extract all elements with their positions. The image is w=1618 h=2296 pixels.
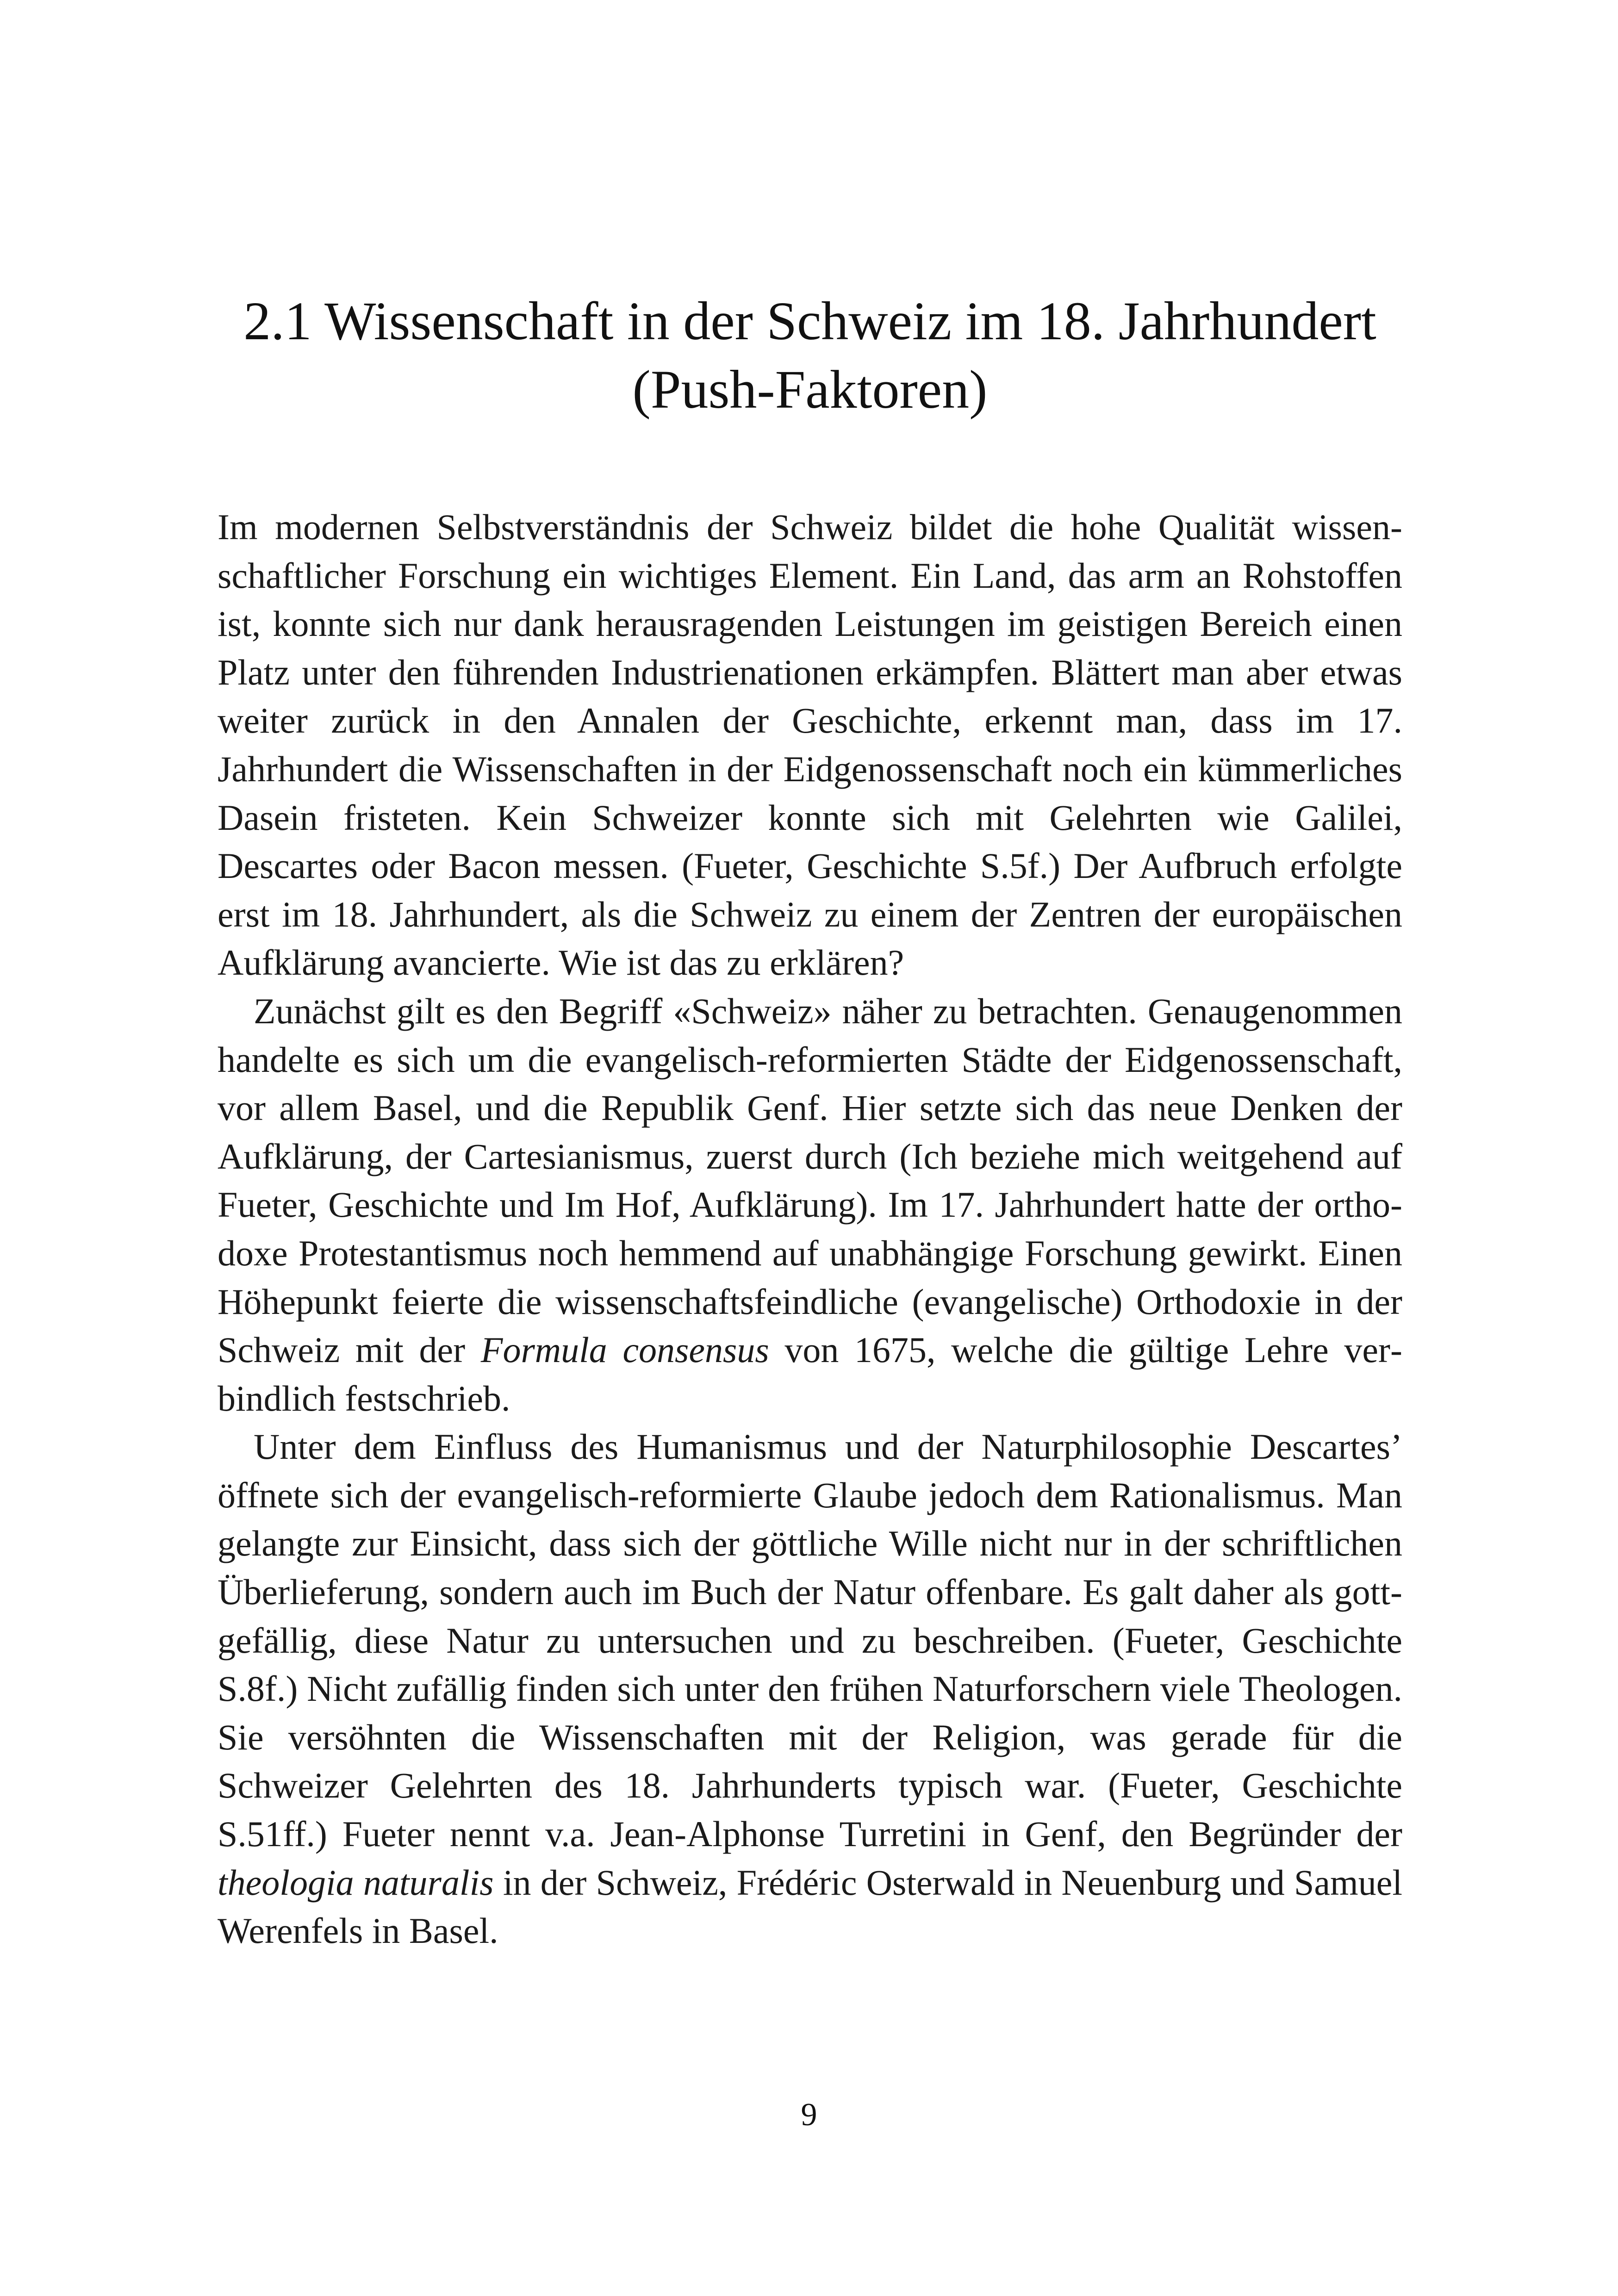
paragraph-1 xyxy=(218,503,1402,987)
paragraph-3-italic-term: theologia naturalis xyxy=(218,1862,494,1903)
paragraph-2-italic-term: Formula consensus xyxy=(480,1330,769,1370)
section-heading-line-2: (Push-Faktoren) xyxy=(632,359,988,420)
paragraph-3 xyxy=(218,1423,1402,1955)
paragraph-3-text-b: in der Schweiz, Frédéric Osterwald in Neuenburg und Samuel Werenfels in Basel. xyxy=(218,1862,1403,1951)
page-number: 9 xyxy=(801,2097,817,2133)
paragraph-3-text-a: Unter dem Einfluss des Humanismus und der Naturphilosophie Descartes’ öffnete sich der evangelisch-reformierte Glaube jedoch dem Rationalismus. Man gelangte zur Einsicht, dass sich der göttliche Wille nicht nur in der schriftlichen Überlieferung, sondern auch im Buch der Natur offenbare. Es galt daher als gottgefällig, diese Natur zu untersuchen und zu beschreiben. (Fueter, Geschichte S.8f.) Nicht zufällig finden sich unter den frühen Naturforschern viele Theologen. Sie versöhnten die Wissenschaften mit der Religion, was gerade für die Schweizer Gelehrten des 18. Jahrhunderts typisch war. (Fueter, Geschichte S.51ff.) Fueter nennt v.a. Jean-Alphonse Turretini in Genf, den Begründer der xyxy=(218,1426,1402,1854)
paragraph-2-text-a: Zunächst gilt es den Begriff «Schweiz» näher zu betrachten. Genaugenommen handelte es sich um die evangelisch-reformierten Städte der Eidgenossenschaft, vor allem Basel, und die Republik Genf. Hier setzte sich das neue Denken der Aufklärung, der Cartesianismus, zuerst durch (Ich beziehe mich weitgehend auf Fueter, Geschichte und Im Hof, Aufklärung). Im 17. Jahrhundert hatte der orthodoxe Protestantismus noch hemmend auf unabhängige Forschung gewirkt. Einen Höhepunkt feierte die wissenschaftsfeindliche (evangelische) Orthodoxie in der Schweiz mit der xyxy=(218,990,1402,1370)
section-heading xyxy=(218,287,1402,424)
paragraph-2-text-b: von 1675, welche die gültige Lehre verbindlich festschrieb. xyxy=(218,1330,1402,1419)
paragraph-2 xyxy=(218,987,1402,1423)
body-text xyxy=(218,503,1402,1955)
paragraph-1-text: Im modernen Selbstverständnis der Schweiz bildet die hohe Qualität wissenschaftlicher Forschung ein wichtiges Element. Ein Land, das arm an Rohstoffen ist, konnte sich nur dank herausragenden Leistungen im geistigen Bereich einen Platz unter den führenden Industrienationen erkämpfen. Blättert man aber etwas weiter zurück in den Annalen der Geschichte, erkennt man, dass im 17. Jahrhundert die Wissenschaften in der Eidgenossenschaft noch ein kümmerliches Dasein fristeten. Kein Schweizer konnte sich mit Gelehrten wie Galilei, Descartes oder Bacon messen. (Fueter, Geschichte S.5f.) Der Aufbruch erfolgte erst im 18. Jahrhundert, als die Schweiz zu einem der Zentren der europäischen Aufklärung avancierte. Wie ist das zu erklären? xyxy=(218,507,1402,983)
section-heading-line-1: 2.1 Wissenschaft in der Schweiz im 18. Jahrhundert xyxy=(243,291,1376,351)
